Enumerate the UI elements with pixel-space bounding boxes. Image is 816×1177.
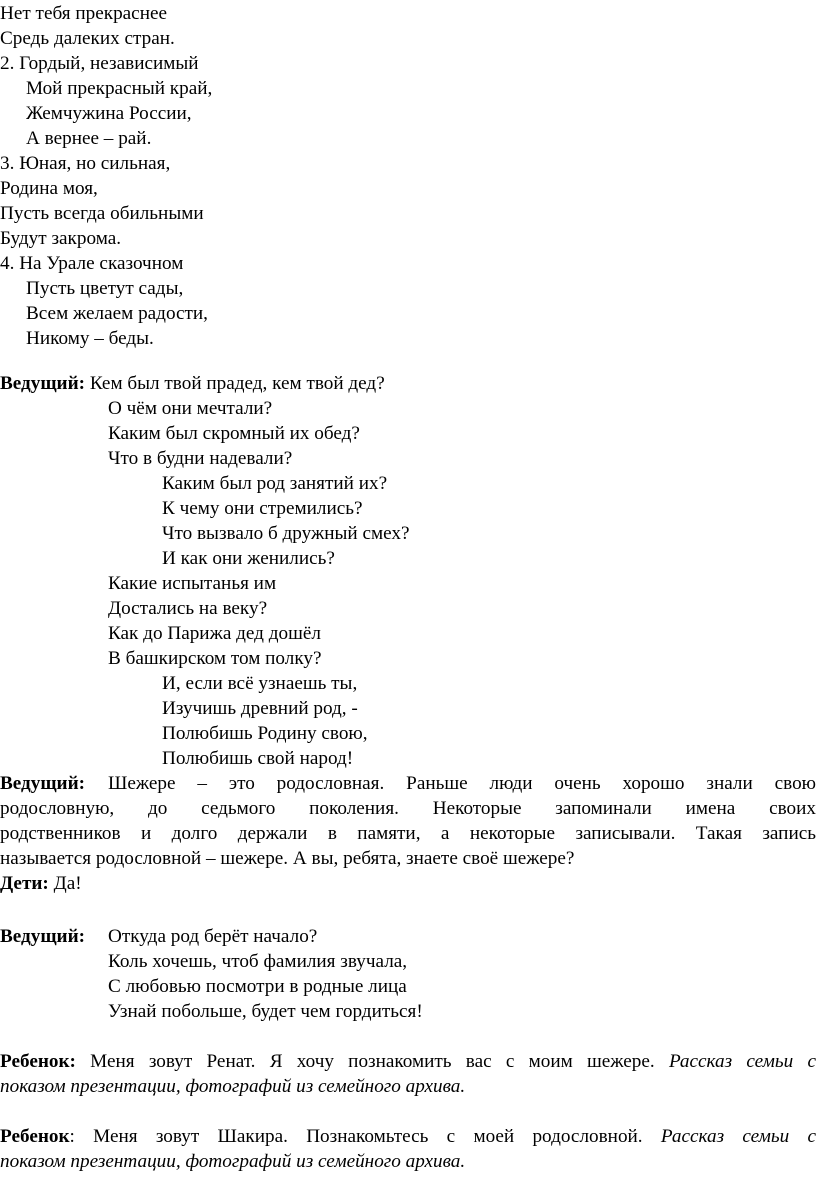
paragraph-line (0, 1075, 465, 1099)
line-text: Да! (48, 873, 82, 894)
line-text: Меня зовут Шакира. Познакомьтесь с моей родословной. (74, 1126, 661, 1147)
verse-line: С любовью посмотри в родные лица (108, 976, 407, 997)
line-text: Откуда род берёт начало? (108, 926, 318, 947)
verse-line: Изучишь древний род, - (162, 698, 358, 719)
verse-line: Какие испытанья им (108, 573, 277, 594)
speaker-label: Ребенок (0, 1126, 70, 1147)
poem-line: Нет тебя прекраснее (0, 3, 167, 24)
line-text: Шежере – это родословная. Раньше люди очень хорошо знали свою (108, 773, 816, 794)
paragraph-line: родственников и долго держали в памяти, а некоторые записывали. Такая запись (0, 823, 816, 844)
line-text: Меня зовут Ренат. Я хочу познакомить вас с моим шежере. (75, 1051, 669, 1072)
line-text: Кем был твой прадед, кем твой дед? (85, 373, 385, 394)
italic-note: Рассказ семьи с (660, 1126, 816, 1147)
verse-line: Что вызвало б дружный смех? (162, 523, 410, 544)
poem-line: Родина моя, (0, 178, 98, 199)
verse-line: Полюбишь свой народ! (162, 748, 354, 769)
verse-line: Каким был скромный их обед? (108, 423, 360, 444)
poem-line: Пусть всегда обильными (0, 203, 204, 224)
verse-line: Узнай побольше, будет чем гордиться! (108, 1001, 423, 1022)
italic-note: показом презентации, фотографий из семейного архива. (0, 1151, 466, 1172)
paragraph-line: называется родословной – шежере. А вы, ребята, знаете своё шежере? (0, 848, 575, 869)
verse-line: Достались на веку? (108, 598, 268, 619)
speaker-label: Ребенок: (0, 1051, 76, 1072)
poem-line: Никому – беды. (26, 328, 154, 349)
paragraph-line (0, 1050, 816, 1074)
poem-line: Пусть цветут сады, (26, 278, 184, 299)
speaker-label: Ведущий: (0, 926, 86, 947)
paragraph-line (0, 1125, 816, 1149)
verse-line: К чему они стремились? (162, 498, 363, 519)
speaker-label: Ведущий: (0, 373, 86, 394)
verse-line: И, если всё узнаешь ты, (162, 673, 358, 694)
verse-line: Каким был род занятий их? (162, 473, 388, 494)
poem-line: 3. Юная, но сильная, (0, 153, 171, 174)
colon: : (69, 1126, 75, 1147)
poem-line: Мой прекрасный край, (26, 78, 213, 99)
verse-line: Как до Парижа дед дошёл (108, 623, 321, 644)
verse-line: Коль хочешь, чтоб фамилия звучала, (108, 951, 408, 972)
verse-line: О чём они мечтали? (108, 398, 273, 419)
paragraph-line (0, 1150, 465, 1174)
dialogue-line (0, 925, 317, 949)
poem-line: 4. На Урале сказочном (0, 253, 184, 274)
poem-line: А вернее – рай. (26, 128, 152, 149)
paragraph-line (0, 772, 816, 796)
verse-line: В башкирском том полку? (108, 648, 322, 669)
dialogue-line (0, 872, 82, 896)
poem-line: Будут закрома. (0, 228, 122, 249)
verse-line: И как они женились? (162, 548, 335, 569)
italic-note: показом презентации, фотографий из семейного архива. (0, 1076, 466, 1097)
poem-line: 2. Гордый, независимый (0, 53, 199, 74)
poem-line: Средь далеких стран. (0, 28, 175, 49)
dialogue-line (0, 372, 385, 396)
speaker-label: Дети: (0, 873, 49, 894)
poem-line: Всем желаем радости, (26, 303, 208, 324)
verse-line: Полюбишь Родину свою, (162, 723, 368, 744)
poem-line: Жемчужина России, (26, 103, 192, 124)
paragraph-line: родословную, до седьмого поколения. Некоторые запоминали имена своих (0, 798, 816, 819)
verse-line: Что в будни надевали? (108, 448, 293, 469)
speaker-label: Ведущий: (0, 773, 86, 794)
italic-note: Рассказ семьи с (668, 1051, 816, 1072)
